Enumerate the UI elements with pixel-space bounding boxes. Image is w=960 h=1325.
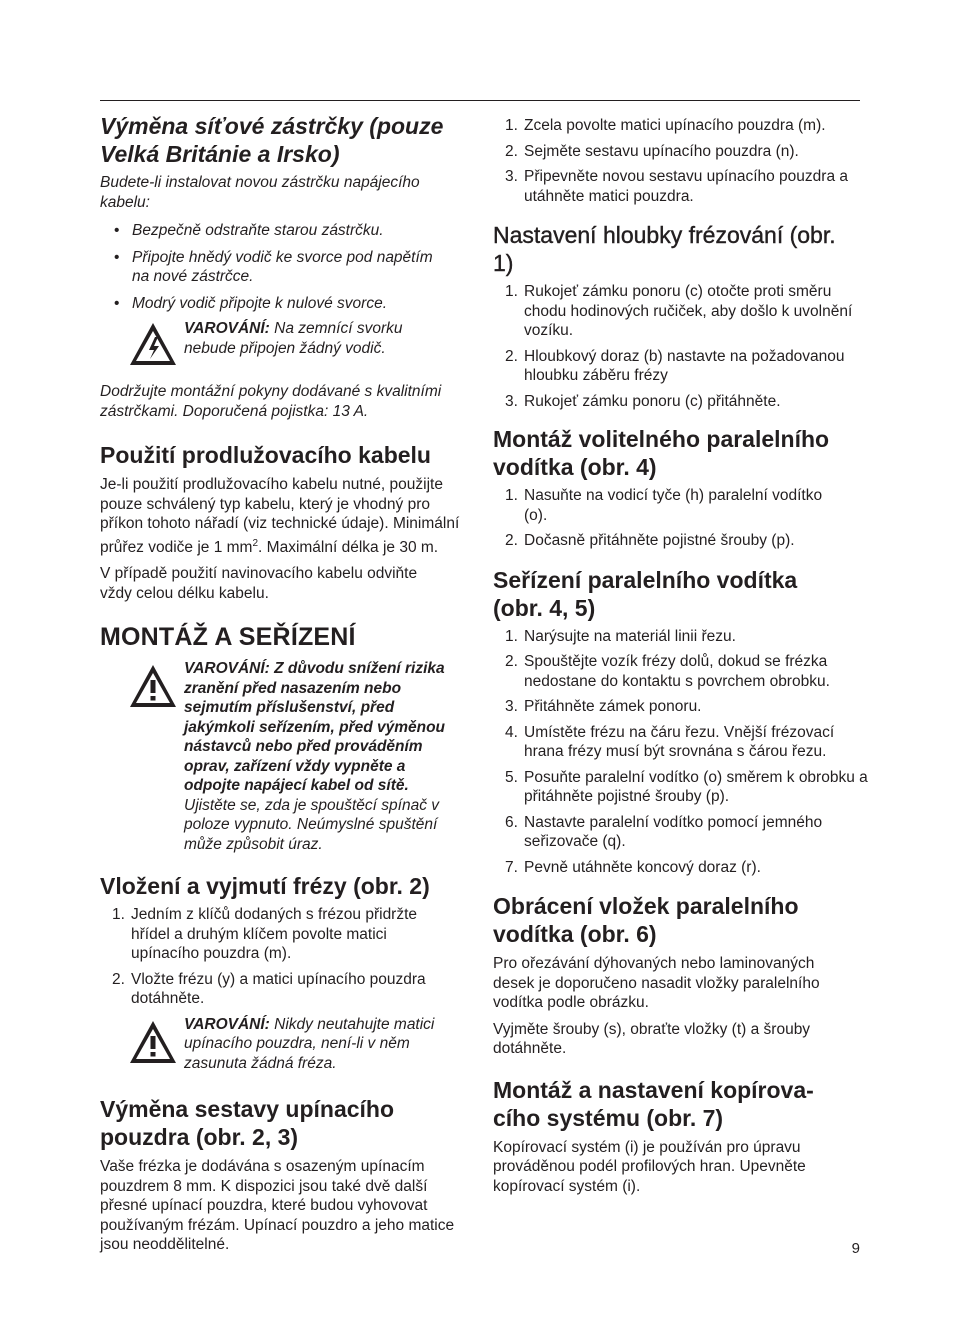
- step-number: 1.: [112, 906, 125, 924]
- assembly-warning-text: [184, 659, 464, 854]
- copy-system-paragraph: Kopírovací systém (i) je používán pro úpravu prováděnou podél profilových hran. Upevněte kopírovací systém (i).: [493, 1138, 806, 1195]
- heading-fence-mount: Montáž volitelného paralelního vodítka (obr. 4): [493, 426, 830, 480]
- plug-warning-text: [184, 319, 434, 358]
- step-text: Posuňte paralelní vodítko (o) směrem k obrobku a přitáhněte pojistné šrouby (p).: [524, 768, 868, 805]
- list-item: [493, 768, 869, 807]
- list-item: [493, 697, 863, 717]
- extension-text-end: . Maximální délka je 30 m.: [258, 538, 439, 556]
- list-item: • Připojte hnědý vodič ke svorce pod napětím na nové zástrčce.: [114, 248, 452, 287]
- general-warning-icon: [128, 1019, 178, 1065]
- extension-paragraph-2: V případě použití navinovacího kabelu odviňte vždy celou délku kabelu.: [100, 565, 418, 602]
- list-item: [100, 905, 456, 964]
- right-column: [493, 116, 868, 1196]
- heading-extension-cable: Použití prodlužovacího kabelu: [100, 442, 431, 468]
- step-text: Spouštějte vozík frézy dolů, dokud se frézka nedostane do kontaktu s povrchem obrobku.: [524, 653, 830, 690]
- list-item: [493, 347, 874, 386]
- warning-label: VAROVÁNÍ:: [184, 1015, 270, 1033]
- assembly-warning: [100, 659, 470, 854]
- step-number: 3.: [505, 698, 518, 715]
- header-rule: [100, 100, 860, 101]
- step-text: Připevněte novou sestavu upínacího pouzdra a utáhněte matici pouzdra.: [524, 168, 849, 205]
- collet-steps: [493, 116, 863, 206]
- inserts-paragraph-1: Pro ořezávání dýhovaných nebo laminovaných desek je doporučeno nasadit vložky paralelního vodítka podle obrázku.: [493, 955, 820, 1011]
- step-text: Umístěte frézu na čáru řezu. Vnější frézovací hrana frézy musí být srovnána s čárou řezu.: [524, 723, 835, 760]
- inserts-paragraph-2: Vyjměte šrouby (s), obraťte vložky (t) a šrouby dotáhněte.: [493, 1020, 811, 1057]
- list-item: [493, 167, 864, 206]
- warning-text: Nikdy neutahujte matici upínacího pouzdra, není-li v něm zasunuta žádná fréza.: [184, 1015, 435, 1072]
- bit-warning: [100, 1015, 470, 1074]
- step-text: Sejměte sestavu upínacího pouzdra (n).: [524, 142, 799, 160]
- step-text: Přitáhněte zámek ponoru.: [524, 698, 702, 715]
- left-column: [100, 112, 470, 1255]
- list-item: • Modrý vodič připojte k nulové svorce.: [114, 294, 470, 314]
- step-number: 3.: [505, 392, 518, 410]
- extension-text: Je-li použití prodlužovacího kabelu nutné, použijte pouze schválený typ kabelu, který je vhodný pro příkon tohoto nářadí (viz technické údaje). Minimální průřez vodiče je 1 mm: [100, 476, 460, 556]
- heading-bit-insert: Vložení a vyjmutí frézy (obr. 2): [100, 873, 430, 900]
- step-number: 1.: [505, 117, 518, 134]
- step-text: Jedním z klíčů dodaných s frézou přidržte hřídel a druhým klíčem povolte matici upínacího pouzdra (m).: [131, 906, 418, 963]
- bit-warning-text: [184, 1015, 464, 1074]
- step-number: 2.: [505, 532, 518, 549]
- electric-shock-warning-icon: [128, 321, 178, 367]
- list-item: [100, 970, 456, 1009]
- plug-intro: Budete-li instalovat novou zástrčku napájecího kabelu:: [100, 174, 420, 211]
- step-text: Dočasně přitáhněte pojistné šrouby (p).: [524, 532, 795, 549]
- step-number: 2.: [505, 653, 518, 670]
- warning-label: VAROVÁNÍ:: [184, 320, 270, 337]
- step-text: Pevně utáhněte koncový doraz (r).: [524, 858, 761, 876]
- superscript: 2: [252, 537, 259, 549]
- list-item: [493, 392, 863, 412]
- fence-adjust-steps: [493, 627, 868, 878]
- general-warning-icon: [128, 663, 178, 709]
- heading-depth: Nastavení hloubky frézování (obr. 1): [493, 222, 836, 276]
- list-item: [493, 486, 849, 525]
- step-number: 4.: [505, 723, 518, 741]
- step-number: 6.: [505, 813, 518, 831]
- heading-fence-inserts: Obrácení vložek paralelního vodítka (obr. 6): [493, 893, 799, 947]
- step-number: 7.: [505, 858, 518, 876]
- heading-assembly: MONTÁŽ A SEŘÍZENÍ: [100, 623, 356, 652]
- bit-steps: [100, 905, 470, 1009]
- step-text: Vložte frézu (y) a matici upínacího pouzdra dotáhněte.: [131, 970, 426, 1008]
- list-item: [493, 813, 869, 852]
- heading-fence-adjust: Seřízení paralelního vodítka (obr. 4, 5): [493, 566, 798, 621]
- step-number: 2.: [505, 347, 518, 365]
- list-item: [493, 723, 869, 762]
- step-number: 3.: [505, 168, 518, 185]
- list-item: [493, 142, 863, 162]
- depth-steps: [493, 282, 863, 411]
- fence-mount-steps: [493, 486, 863, 551]
- plug-warning: [100, 319, 470, 371]
- step-number: 1.: [505, 627, 518, 645]
- warning-rest: Ujistěte se, zda je spouštěcí spínač v poloze vypnuto. Neúmyslné spuštění může způsobit úraz.: [184, 796, 440, 853]
- step-number: 5.: [505, 768, 518, 786]
- plug-note: Dodržujte montážní pokyny dodávané s kvalitními zástrčkami. Doporučená pojistka: 13 A.: [100, 383, 442, 420]
- step-number: 1.: [505, 283, 518, 300]
- step-number: 2.: [112, 970, 125, 988]
- heading-collet-replace: Výměna sestavy upínacího pouzdra (obr. 2, 3): [100, 1096, 395, 1151]
- list-item: [493, 627, 863, 647]
- page-number: 9: [851, 1240, 860, 1257]
- extension-paragraph-1: [100, 475, 462, 557]
- list-item: [493, 531, 863, 551]
- heading-copy-system: Montáž a nastavení kopírova-cího systému (obr. 7): [493, 1076, 814, 1131]
- list-item: [493, 282, 854, 341]
- step-number: 2.: [505, 142, 518, 160]
- plug-bullets: [100, 221, 470, 313]
- list-item: • Bezpečně odstraňte starou zástrčku.: [114, 221, 470, 241]
- list-item: [493, 652, 869, 691]
- heading-plug-replacement: Výměna síťové zástrčky (pouze Velká Británie a Irsko): [100, 113, 444, 167]
- step-text: Nasuňte na vodicí tyče (h) paralelní vodítko (o).: [524, 487, 823, 524]
- collet-paragraph: Vaše frézka je dodávána s osazeným upínacím pouzdrem 8 mm. K dispozici jsou také dvě další přesné upínací pouzdra, které budou vyhovovat používaným frézám. Upínací pouzdro a jeho matice jsou neoddělitelné.: [100, 1158, 455, 1254]
- warning-bold: VAROVÁNÍ: Z důvodu snížení rizika zranění před nasazením nebo sejmutím příslušenství, před jakýmkoli seřízením, před výměnou nástavců nebo před prováděním oprav, zařízení vždy vypněte a odpojte napájecí kabel od sítě.: [184, 660, 446, 795]
- step-text: Rukojeť zámku ponoru (c) otočte proti směru chodu hodinových ručiček, aby došlo k uvolnění vozíku.: [524, 283, 853, 339]
- step-text: Hloubkový doraz (b) nastavte na požadovanou hloubku záběru frézy: [524, 347, 845, 384]
- step-text: Nastavte paralelní vodítko pomocí jemného seřizovače (q).: [524, 813, 823, 850]
- step-text: Rukojeť zámku ponoru (c) přitáhněte.: [524, 392, 781, 410]
- step-number: 1.: [505, 487, 518, 504]
- list-item: [493, 858, 863, 878]
- warning-text: Na zemnící svorku nebude připojen žádný vodič.: [184, 320, 403, 357]
- step-text: Zcela povolte matici upínacího pouzdra (m).: [524, 117, 826, 134]
- list-item: [493, 116, 863, 136]
- step-text: Narýsujte na materiál linii řezu.: [524, 627, 736, 645]
